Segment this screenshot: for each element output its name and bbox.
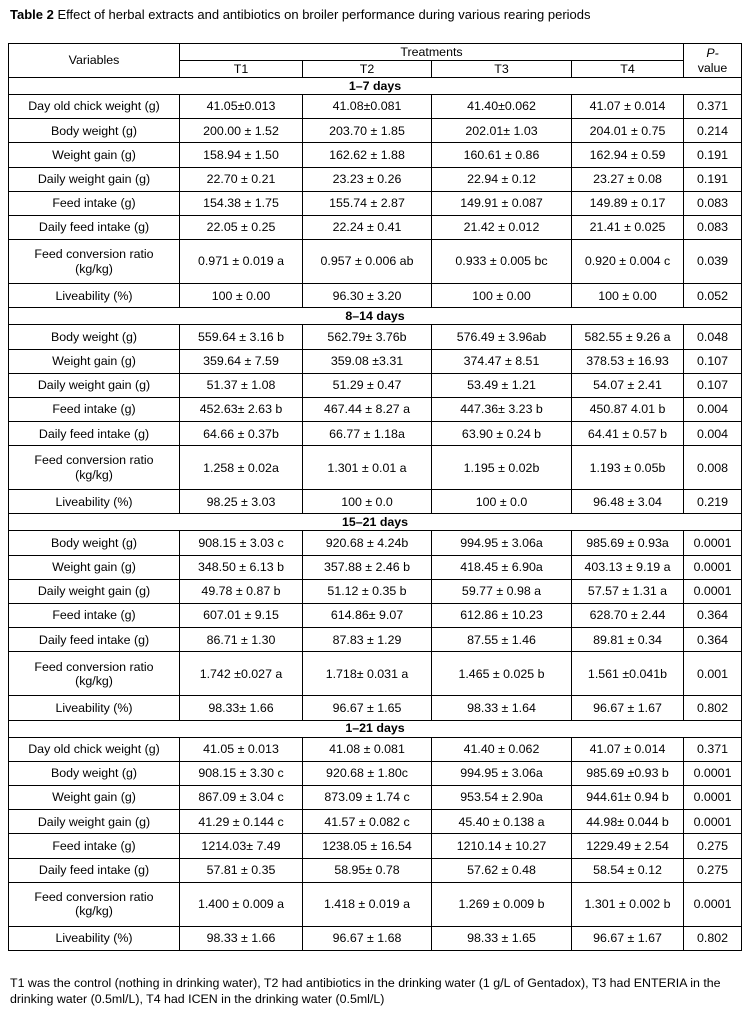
t1-value-cell: 100 ± 0.00 bbox=[180, 284, 303, 308]
header-p-italic: P- bbox=[706, 46, 719, 61]
p-value-cell: 0.0001 bbox=[684, 761, 742, 785]
t1-value-cell: 98.33± 1.66 bbox=[180, 696, 303, 720]
t2-value-cell: 1.718± 0.031 a bbox=[303, 652, 432, 696]
results-table bbox=[8, 43, 742, 951]
variable-cell: Daily weight gain (g) bbox=[9, 373, 180, 397]
t3-value-cell: 53.49 ± 1.21 bbox=[432, 373, 572, 397]
variable-unit: (kg/kg) bbox=[75, 673, 113, 688]
t1-value-cell: 22.05 ± 0.25 bbox=[180, 215, 303, 239]
variable-cell: Weight gain (g) bbox=[9, 785, 180, 809]
p-value-cell: 0.008 bbox=[684, 446, 742, 490]
p-value-cell: 0.004 bbox=[684, 422, 742, 446]
p-value-cell: 0.219 bbox=[684, 490, 742, 514]
t1-value-cell: 1214.03± 7.49 bbox=[180, 834, 303, 858]
t4-value-cell: 162.94 ± 0.59 bbox=[572, 143, 684, 167]
variable-cell: Liveability (%) bbox=[9, 926, 180, 950]
table-row bbox=[9, 785, 742, 809]
t3-value-cell: 100 ± 0.00 bbox=[432, 284, 572, 308]
variable-cell: Feed intake (g) bbox=[9, 191, 180, 215]
variable-cell: Body weight (g) bbox=[9, 531, 180, 555]
variable-cell: Weight gain (g) bbox=[9, 555, 180, 579]
t2-value-cell: 0.957 ± 0.006 ab bbox=[303, 240, 432, 284]
t1-value-cell: 22.70 ± 0.21 bbox=[180, 167, 303, 191]
t4-value-cell: 57.57 ± 1.31 a bbox=[572, 579, 684, 603]
t4-value-cell: 44.98± 0.044 b bbox=[572, 810, 684, 834]
t4-value-cell: 204.01 ± 0.75 bbox=[572, 119, 684, 143]
variable-cell: Day old chick weight (g) bbox=[9, 737, 180, 761]
variable-cell: Day old chick weight (g) bbox=[9, 95, 180, 119]
table-row bbox=[9, 397, 742, 421]
p-value-cell: 0.0001 bbox=[684, 579, 742, 603]
table-row bbox=[9, 652, 742, 696]
t2-value-cell: 162.62 ± 1.88 bbox=[303, 143, 432, 167]
t4-value-cell: 54.07 ± 2.41 bbox=[572, 373, 684, 397]
t4-value-cell: 1.193 ± 0.05b bbox=[572, 446, 684, 490]
table-row bbox=[9, 531, 742, 555]
t2-value-cell: 66.77 ± 1.18a bbox=[303, 422, 432, 446]
t3-value-cell: 59.77 ± 0.98 a bbox=[432, 579, 572, 603]
t3-value-cell: 45.40 ± 0.138 a bbox=[432, 810, 572, 834]
header-row-1 bbox=[9, 44, 742, 61]
p-value-cell: 0.0001 bbox=[684, 531, 742, 555]
header-treatments: Treatments bbox=[180, 44, 684, 61]
section-title: 1–21 days bbox=[9, 720, 742, 737]
variable-cell: Body weight (g) bbox=[9, 119, 180, 143]
t4-value-cell: 21.41 ± 0.025 bbox=[572, 215, 684, 239]
t1-value-cell: 41.29 ± 0.144 c bbox=[180, 810, 303, 834]
t3-value-cell: 87.55 ± 1.46 bbox=[432, 628, 572, 652]
table-row bbox=[9, 119, 742, 143]
p-value-cell: 0.371 bbox=[684, 95, 742, 119]
t2-value-cell: 22.24 ± 0.41 bbox=[303, 215, 432, 239]
table-caption-text: Effect of herbal extracts and antibiotics on broiler performance during various rearing periods bbox=[53, 7, 591, 22]
t1-value-cell: 86.71 ± 1.30 bbox=[180, 628, 303, 652]
t1-value-cell: 908.15 ± 3.30 c bbox=[180, 761, 303, 785]
variable-cell: Daily feed intake (g) bbox=[9, 628, 180, 652]
t1-value-cell: 51.37 ± 1.08 bbox=[180, 373, 303, 397]
table-row bbox=[9, 490, 742, 514]
table-row bbox=[9, 810, 742, 834]
t3-value-cell: 202.01± 1.03 bbox=[432, 119, 572, 143]
table-row bbox=[9, 191, 742, 215]
p-value-cell: 0.802 bbox=[684, 926, 742, 950]
t4-value-cell: 96.67 ± 1.67 bbox=[572, 696, 684, 720]
p-value-cell: 0.802 bbox=[684, 696, 742, 720]
variable-cell: Feed intake (g) bbox=[9, 834, 180, 858]
t2-value-cell: 155.74 ± 2.87 bbox=[303, 191, 432, 215]
t3-value-cell: 21.42 ± 0.012 bbox=[432, 215, 572, 239]
t2-value-cell: 51.29 ± 0.47 bbox=[303, 373, 432, 397]
t3-value-cell: 22.94 ± 0.12 bbox=[432, 167, 572, 191]
variable-unit: (kg/kg) bbox=[75, 261, 113, 276]
t2-value-cell: 96.67 ± 1.68 bbox=[303, 926, 432, 950]
t2-value-cell: 41.57 ± 0.082 c bbox=[303, 810, 432, 834]
table-row bbox=[9, 325, 742, 349]
p-value-cell: 0.0001 bbox=[684, 810, 742, 834]
t1-value-cell: 1.400 ± 0.009 a bbox=[180, 882, 303, 926]
t2-value-cell: 58.95± 0.78 bbox=[303, 858, 432, 882]
t4-value-cell: 1.301 ± 0.002 b bbox=[572, 882, 684, 926]
t3-value-cell: 374.47 ± 8.51 bbox=[432, 349, 572, 373]
t3-value-cell: 994.95 ± 3.06a bbox=[432, 531, 572, 555]
t4-value-cell: 41.07 ± 0.014 bbox=[572, 737, 684, 761]
t2-value-cell: 96.67 ± 1.65 bbox=[303, 696, 432, 720]
t2-value-cell: 1.301 ± 0.01 a bbox=[303, 446, 432, 490]
variable-cell: Liveability (%) bbox=[9, 490, 180, 514]
t3-value-cell: 0.933 ± 0.005 bc bbox=[432, 240, 572, 284]
t4-value-cell: 1.561 ±0.041b bbox=[572, 652, 684, 696]
variable-cell: Daily weight gain (g) bbox=[9, 810, 180, 834]
table-row bbox=[9, 926, 742, 950]
table-row bbox=[9, 143, 742, 167]
table-row bbox=[9, 95, 742, 119]
t4-value-cell: 1229.49 ± 2.54 bbox=[572, 834, 684, 858]
t2-value-cell: 41.08 ± 0.081 bbox=[303, 737, 432, 761]
t1-value-cell: 57.81 ± 0.35 bbox=[180, 858, 303, 882]
header-p-value bbox=[684, 44, 742, 78]
table-row bbox=[9, 446, 742, 490]
variable-cell: Daily feed intake (g) bbox=[9, 215, 180, 239]
p-value-cell: 0.364 bbox=[684, 604, 742, 628]
t4-value-cell: 64.41 ± 0.57 b bbox=[572, 422, 684, 446]
table-row bbox=[9, 834, 742, 858]
t4-value-cell: 96.67 ± 1.67 bbox=[572, 926, 684, 950]
t2-value-cell: 100 ± 0.0 bbox=[303, 490, 432, 514]
t3-value-cell: 160.61 ± 0.86 bbox=[432, 143, 572, 167]
p-value-cell: 0.107 bbox=[684, 373, 742, 397]
table-row bbox=[9, 555, 742, 579]
variable-cell: Liveability (%) bbox=[9, 284, 180, 308]
t2-value-cell: 920.68 ± 1.80c bbox=[303, 761, 432, 785]
section-title: 15–21 days bbox=[9, 514, 742, 531]
t2-value-cell: 96.30 ± 3.20 bbox=[303, 284, 432, 308]
t2-value-cell: 359.08 ±3.31 bbox=[303, 349, 432, 373]
table-body bbox=[9, 78, 742, 951]
t3-value-cell: 63.90 ± 0.24 b bbox=[432, 422, 572, 446]
variable-cell: Feed intake (g) bbox=[9, 604, 180, 628]
p-value-cell: 0.0001 bbox=[684, 882, 742, 926]
t2-value-cell: 562.79± 3.76b bbox=[303, 325, 432, 349]
t1-value-cell: 359.64 ± 7.59 bbox=[180, 349, 303, 373]
table-row bbox=[9, 284, 742, 308]
t4-value-cell: 0.920 ± 0.004 c bbox=[572, 240, 684, 284]
t1-value-cell: 41.05 ± 0.013 bbox=[180, 737, 303, 761]
table-row bbox=[9, 882, 742, 926]
t3-value-cell: 41.40 ± 0.062 bbox=[432, 737, 572, 761]
t1-value-cell: 98.33 ± 1.66 bbox=[180, 926, 303, 950]
t4-value-cell: 582.55 ± 9.26 a bbox=[572, 325, 684, 349]
t4-value-cell: 378.53 ± 16.93 bbox=[572, 349, 684, 373]
t3-value-cell: 98.33 ± 1.65 bbox=[432, 926, 572, 950]
p-value-cell: 0.004 bbox=[684, 397, 742, 421]
table-row bbox=[9, 761, 742, 785]
t1-value-cell: 607.01 ± 9.15 bbox=[180, 604, 303, 628]
t3-value-cell: 1210.14 ± 10.27 bbox=[432, 834, 572, 858]
header-p-rest: value bbox=[697, 60, 728, 75]
t2-value-cell: 873.09 ± 1.74 c bbox=[303, 785, 432, 809]
header-t3: T3 bbox=[432, 61, 572, 78]
variable-label: Feed conversion ratio bbox=[34, 247, 154, 262]
table-row bbox=[9, 349, 742, 373]
t1-value-cell: 41.05±0.013 bbox=[180, 95, 303, 119]
t4-value-cell: 450.87 4.01 b bbox=[572, 397, 684, 421]
t2-value-cell: 357.88 ± 2.46 b bbox=[303, 555, 432, 579]
variable-cell bbox=[9, 882, 180, 926]
t1-value-cell: 49.78 ± 0.87 b bbox=[180, 579, 303, 603]
table-row bbox=[9, 422, 742, 446]
t4-value-cell: 96.48 ± 3.04 bbox=[572, 490, 684, 514]
variable-cell: Weight gain (g) bbox=[9, 143, 180, 167]
table-row bbox=[9, 737, 742, 761]
t3-value-cell: 953.54 ± 2.90a bbox=[432, 785, 572, 809]
variable-cell: Body weight (g) bbox=[9, 325, 180, 349]
t4-value-cell: 149.89 ± 0.17 bbox=[572, 191, 684, 215]
table-row bbox=[9, 579, 742, 603]
t4-value-cell: 58.54 ± 0.12 bbox=[572, 858, 684, 882]
p-value-cell: 0.039 bbox=[684, 240, 742, 284]
p-value-cell: 0.083 bbox=[684, 215, 742, 239]
variable-cell: Liveability (%) bbox=[9, 696, 180, 720]
variable-cell: Daily feed intake (g) bbox=[9, 858, 180, 882]
section-header-row bbox=[9, 514, 742, 531]
p-value-cell: 0.001 bbox=[684, 652, 742, 696]
t3-value-cell: 149.91 ± 0.087 bbox=[432, 191, 572, 215]
t4-value-cell: 100 ± 0.00 bbox=[572, 284, 684, 308]
header-t1: T1 bbox=[180, 61, 303, 78]
t1-value-cell: 559.64 ± 3.16 b bbox=[180, 325, 303, 349]
t3-value-cell: 447.36± 3.23 b bbox=[432, 397, 572, 421]
table-row bbox=[9, 628, 742, 652]
t1-value-cell: 64.66 ± 0.37b bbox=[180, 422, 303, 446]
t2-value-cell: 203.70 ± 1.85 bbox=[303, 119, 432, 143]
table-footnote: T1 was the control (nothing in drinking water), T2 had antibiotics in the drinking water (1 g/L of Gentadox), T3 had ENTERIA in the drinking water (0.5ml/L), T4 had ICEN in the drinking water (0.5ml/L) bbox=[10, 976, 721, 1006]
t1-value-cell: 158.94 ± 1.50 bbox=[180, 143, 303, 167]
p-value-cell: 0.364 bbox=[684, 628, 742, 652]
variable-label: Feed conversion ratio bbox=[34, 659, 154, 674]
section-header-row bbox=[9, 78, 742, 95]
t3-value-cell: 576.49 ± 3.96ab bbox=[432, 325, 572, 349]
t2-value-cell: 1238.05 ± 16.54 bbox=[303, 834, 432, 858]
p-value-cell: 0.191 bbox=[684, 167, 742, 191]
section-title: 8–14 days bbox=[9, 308, 742, 325]
t1-value-cell: 200.00 ± 1.52 bbox=[180, 119, 303, 143]
t4-value-cell: 89.81 ± 0.34 bbox=[572, 628, 684, 652]
t3-value-cell: 41.40±0.062 bbox=[432, 95, 572, 119]
t2-value-cell: 614.86± 9.07 bbox=[303, 604, 432, 628]
t2-value-cell: 920.68 ± 4.24b bbox=[303, 531, 432, 555]
variable-cell: Body weight (g) bbox=[9, 761, 180, 785]
t1-value-cell: 1.742 ±0.027 a bbox=[180, 652, 303, 696]
p-value-cell: 0.0001 bbox=[684, 555, 742, 579]
p-value-cell: 0.0001 bbox=[684, 785, 742, 809]
t2-value-cell: 87.83 ± 1.29 bbox=[303, 628, 432, 652]
table-caption bbox=[10, 7, 591, 22]
table-row bbox=[9, 696, 742, 720]
t1-value-cell: 154.38 ± 1.75 bbox=[180, 191, 303, 215]
t1-value-cell: 348.50 ± 6.13 b bbox=[180, 555, 303, 579]
p-value-cell: 0.083 bbox=[684, 191, 742, 215]
t2-value-cell: 467.44 ± 8.27 a bbox=[303, 397, 432, 421]
header-t2: T2 bbox=[303, 61, 432, 78]
variable-cell: Daily weight gain (g) bbox=[9, 579, 180, 603]
variable-cell: Daily feed intake (g) bbox=[9, 422, 180, 446]
t2-value-cell: 1.418 ± 0.019 a bbox=[303, 882, 432, 926]
p-value-cell: 0.052 bbox=[684, 284, 742, 308]
section-title: 1–7 days bbox=[9, 78, 742, 95]
section-header-row bbox=[9, 308, 742, 325]
table-row bbox=[9, 373, 742, 397]
t4-value-cell: 23.27 ± 0.08 bbox=[572, 167, 684, 191]
t1-value-cell: 867.09 ± 3.04 c bbox=[180, 785, 303, 809]
p-value-cell: 0.275 bbox=[684, 834, 742, 858]
table-row bbox=[9, 215, 742, 239]
t1-value-cell: 98.25 ± 3.03 bbox=[180, 490, 303, 514]
t4-value-cell: 985.69 ±0.93 b bbox=[572, 761, 684, 785]
variable-cell: Feed intake (g) bbox=[9, 397, 180, 421]
t4-value-cell: 628.70 ± 2.44 bbox=[572, 604, 684, 628]
t1-value-cell: 0.971 ± 0.019 a bbox=[180, 240, 303, 284]
variable-cell bbox=[9, 446, 180, 490]
variable-cell bbox=[9, 240, 180, 284]
t3-value-cell: 418.45 ± 6.90a bbox=[432, 555, 572, 579]
section-header-row bbox=[9, 720, 742, 737]
variable-cell: Daily weight gain (g) bbox=[9, 167, 180, 191]
variable-unit: (kg/kg) bbox=[75, 467, 113, 482]
t2-value-cell: 51.12 ± 0.35 b bbox=[303, 579, 432, 603]
t2-value-cell: 23.23 ± 0.26 bbox=[303, 167, 432, 191]
t1-value-cell: 908.15 ± 3.03 c bbox=[180, 531, 303, 555]
p-value-cell: 0.275 bbox=[684, 858, 742, 882]
table-row bbox=[9, 858, 742, 882]
p-value-cell: 0.191 bbox=[684, 143, 742, 167]
p-value-cell: 0.048 bbox=[684, 325, 742, 349]
table-label: Table 2 bbox=[10, 7, 54, 22]
t4-value-cell: 403.13 ± 9.19 a bbox=[572, 555, 684, 579]
p-value-cell: 0.371 bbox=[684, 737, 742, 761]
variable-cell: Weight gain (g) bbox=[9, 349, 180, 373]
t3-value-cell: 98.33 ± 1.64 bbox=[432, 696, 572, 720]
t4-value-cell: 985.69 ± 0.93a bbox=[572, 531, 684, 555]
p-value-cell: 0.214 bbox=[684, 119, 742, 143]
t3-value-cell: 1.195 ± 0.02b bbox=[432, 446, 572, 490]
t1-value-cell: 1.258 ± 0.02a bbox=[180, 446, 303, 490]
t2-value-cell: 41.08±0.081 bbox=[303, 95, 432, 119]
t3-value-cell: 1.269 ± 0.009 b bbox=[432, 882, 572, 926]
table-row bbox=[9, 167, 742, 191]
header-variables: Variables bbox=[9, 44, 180, 78]
t4-value-cell: 41.07 ± 0.014 bbox=[572, 95, 684, 119]
t4-value-cell: 944.61± 0.94 b bbox=[572, 785, 684, 809]
p-value-cell: 0.107 bbox=[684, 349, 742, 373]
variable-unit: (kg/kg) bbox=[75, 904, 113, 919]
t3-value-cell: 57.62 ± 0.48 bbox=[432, 858, 572, 882]
t3-value-cell: 100 ± 0.0 bbox=[432, 490, 572, 514]
header-t4: T4 bbox=[572, 61, 684, 78]
variable-label: Feed conversion ratio bbox=[34, 453, 154, 468]
t3-value-cell: 1.465 ± 0.025 b bbox=[432, 652, 572, 696]
table-row bbox=[9, 604, 742, 628]
variable-label: Feed conversion ratio bbox=[34, 889, 154, 904]
t3-value-cell: 994.95 ± 3.06a bbox=[432, 761, 572, 785]
table-row bbox=[9, 240, 742, 284]
variable-cell bbox=[9, 652, 180, 696]
t3-value-cell: 612.86 ± 10.23 bbox=[432, 604, 572, 628]
t1-value-cell: 452.63± 2.63 b bbox=[180, 397, 303, 421]
